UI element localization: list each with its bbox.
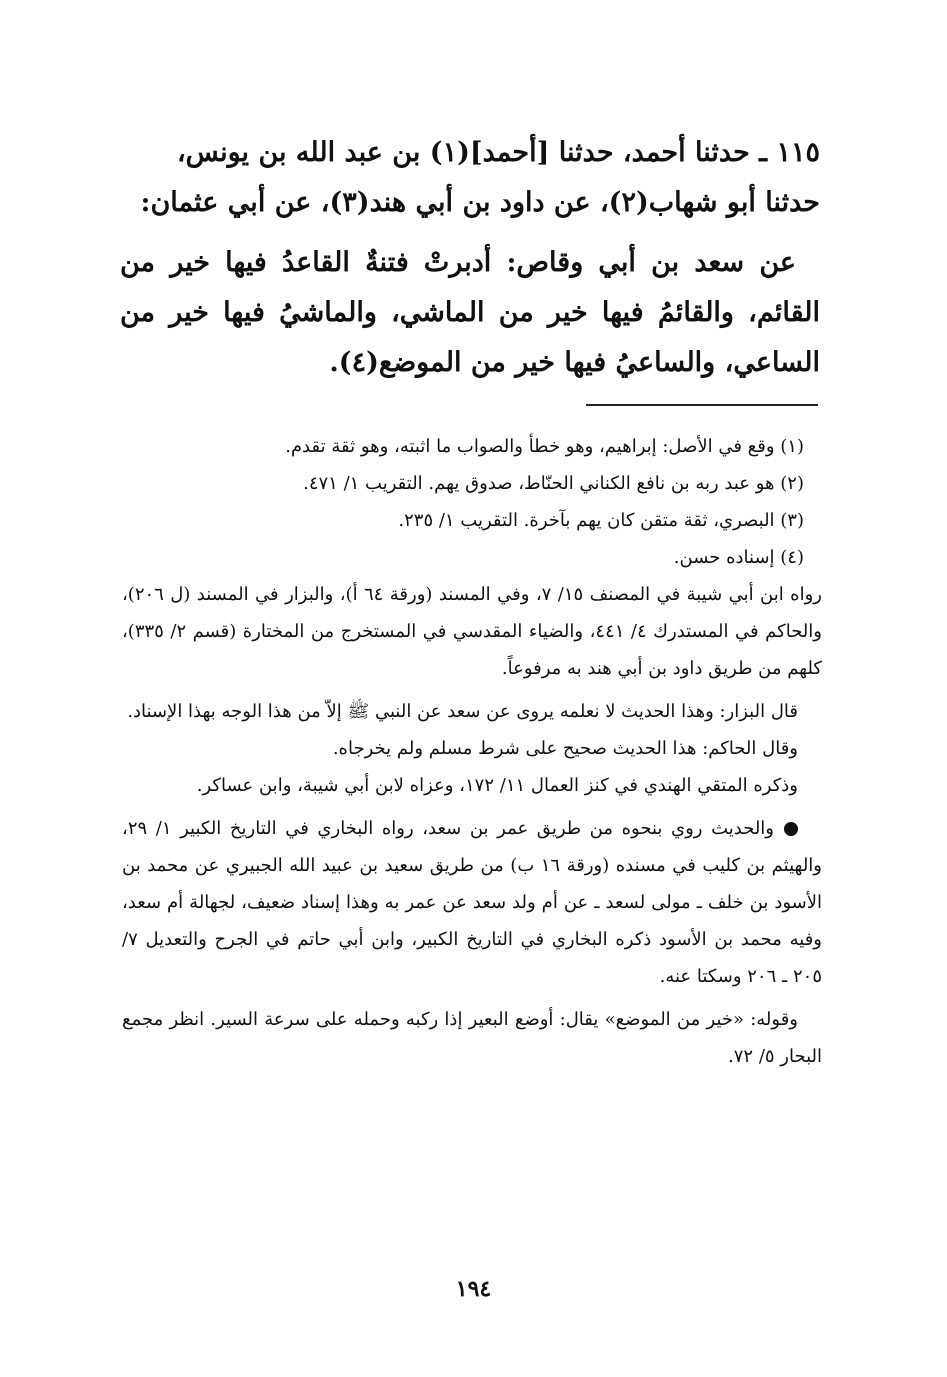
footnotes-section [122,428,822,1075]
matn-text: عن سعد بن أبي وقاص: أدبرتْ فتنةٌ القاعدُ فيها خير من القائم، والقائمُ فيها خير من الماشي، والماشيُ فيها خير من الساعي، والساعيُ فيها خير من الموضع(٤). [120,247,820,378]
bullet-text: والحديث روي بنحوه من طريق عمر بن سعد، رواه البخاري في التاريخ الكبير ١/ ٢٩، والهيثم بن كليب في مسنده (ورقة ١٦ ب) من طريق سعيد بن عبيد الله الجبيري عن محمد بن الأسود بن خلف ـ مولى لسعد ـ عن أم ولد سعد عن عمر به وهذا إسناد ضعيف، لجهالة أم سعد، وفيه محمد بن الأسود ذكره البخاري في التاريخ الكبير، وابن أبي حاتم في الجرح والتعديل ٧/ ٢٠٥ ـ ٢٠٦ وسكتا عنه. [122,818,822,987]
footnote-3: (٣) البصري، ثقة متقن كان يهم بآخرة. التقريب ١/ ٢٣٥. [398,510,804,531]
footnote-separator [586,404,818,406]
bazzar-quote: قال البزار: وهذا الحديث لا نعلمه يروى عن سعد عن النبي ﷺ إلاّ من هذا الوجه بهذا الإسناد. [127,701,798,722]
takhrij-paragraph: رواه ابن أبي شيبة في المصنف ١٥/ ٧، وفي المسند (ورقة ٦٤ أ)، والبزار في المسند (ل ٢٠٦)، والحاكم في المستدرك ٤/ ٤٤١، والضياء المقدسي في المستخرج من المختارة (قسم ٢/ ٣٣٥)، كلهم من طريق داود بن أبي هند به مرفوعاً. [122,584,822,679]
gloss-paragraph: وقوله: «خير من الموضع» يقال: أوضع البعير إذا ركبه وحمله على سرعة السير. انظر مجمع البحار ٥/ ٧٢. [122,1009,822,1067]
hakim-quote: وقال الحاكم: هذا الحديث صحيح على شرط مسلم ولم يخرجاه. [332,738,798,759]
bullet-icon [784,822,798,836]
hadith-isnad [120,128,820,228]
footnote-1: (١) وقع في الأصل: إبراهيم، وهو خطأ والصواب ما اثبته، وهو ثقة تقدم. [285,436,804,457]
footnote-2: (٢) هو عبد ربه بن نافع الكناني الحنّاط، صدوق يهم. التقريب ١/ ٤٧١. [303,473,804,494]
isnad-line-1: ١١٥ ـ حدثنا أحمد، حدثنا [أحمد](١) بن عبد الله بن يونس، [176,137,820,168]
page-number: ١٩٤ [455,1276,492,1302]
hadith-matn [120,238,820,388]
footnote-4: (٤) إسناده حسن. [673,547,804,568]
isnad-line-2: حدثنا أبو شهاب(٢)، عن داود بن أبي هند(٣)، عن أبي عثمان: [140,187,820,218]
bullet-paragraph [122,810,822,995]
kanz-reference: وذكره المتقي الهندي في كنز العمال ١١/ ١٧٢، وعزاه لابن أبي شيبة، وابن عساكر. [196,775,798,796]
